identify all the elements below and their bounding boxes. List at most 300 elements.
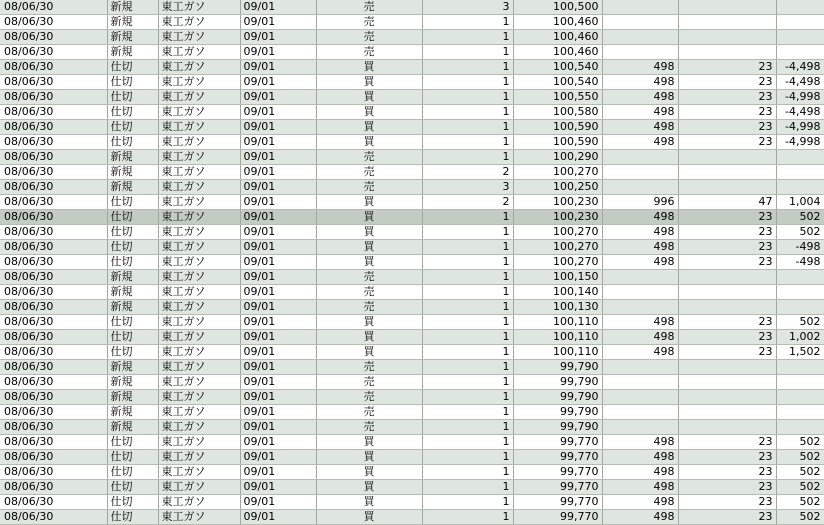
order-type-cell: 仕切	[107, 75, 158, 90]
order-type-cell: 仕切	[107, 255, 158, 270]
order-type-cell: 仕切	[107, 510, 158, 525]
profit-loss-cell	[776, 180, 824, 195]
table-row[interactable]	[0, 270, 824, 285]
tax-cell: 23	[678, 240, 776, 255]
price-cell: 100,460	[513, 45, 602, 60]
product-cell: 東工ガソ	[158, 360, 240, 375]
product-cell: 東工ガソ	[158, 105, 240, 120]
tax-cell: 23	[678, 435, 776, 450]
tax-cell	[678, 360, 776, 375]
profit-loss-cell	[776, 285, 824, 300]
profit-loss-cell: -4,998	[776, 120, 824, 135]
quantity-cell: 1	[422, 375, 513, 390]
trade-date-cell: 08/06/30	[0, 375, 107, 390]
quantity-cell: 1	[422, 285, 513, 300]
quantity-cell: 1	[422, 300, 513, 315]
side-cell: 買	[316, 255, 422, 270]
table-row[interactable]	[0, 405, 824, 420]
trade-date-cell: 08/06/30	[0, 405, 107, 420]
price-cell: 100,540	[513, 75, 602, 90]
order-type-cell: 新規	[107, 270, 158, 285]
price-cell: 100,230	[513, 210, 602, 225]
order-type-cell: 仕切	[107, 435, 158, 450]
profit-loss-cell: 1,004	[776, 195, 824, 210]
product-cell: 東工ガソ	[158, 180, 240, 195]
quantity-cell: 1	[422, 30, 513, 45]
tax-cell	[678, 270, 776, 285]
product-cell: 東工ガソ	[158, 420, 240, 435]
product-cell: 東工ガソ	[158, 390, 240, 405]
quantity-cell: 1	[422, 135, 513, 150]
profit-loss-cell: 1,002	[776, 330, 824, 345]
order-type-cell: 新規	[107, 45, 158, 60]
product-cell: 東工ガソ	[158, 0, 240, 15]
fee-cell	[602, 285, 678, 300]
order-type-cell: 仕切	[107, 120, 158, 135]
table-row[interactable]	[0, 360, 824, 375]
price-cell: 100,110	[513, 345, 602, 360]
table-row[interactable]	[0, 510, 824, 525]
table-row[interactable]	[0, 255, 824, 270]
table-row[interactable]	[0, 150, 824, 165]
price-cell: 100,250	[513, 180, 602, 195]
quantity-cell: 1	[422, 315, 513, 330]
quantity-cell: 1	[422, 120, 513, 135]
profit-loss-cell	[776, 0, 824, 15]
contract-month-cell: 09/01	[240, 420, 316, 435]
tax-cell: 23	[678, 510, 776, 525]
product-cell: 東工ガソ	[158, 330, 240, 345]
profit-loss-cell: -4,498	[776, 105, 824, 120]
profit-loss-cell	[776, 420, 824, 435]
side-cell: 買	[316, 510, 422, 525]
profit-loss-cell	[776, 300, 824, 315]
table-row[interactable]	[0, 60, 824, 75]
order-type-cell: 仕切	[107, 135, 158, 150]
price-cell: 100,270	[513, 255, 602, 270]
tax-cell	[678, 180, 776, 195]
fee-cell	[602, 405, 678, 420]
price-cell: 100,550	[513, 90, 602, 105]
fee-cell: 996	[602, 195, 678, 210]
table-row[interactable]	[0, 420, 824, 435]
profit-loss-cell	[776, 15, 824, 30]
product-cell: 東工ガソ	[158, 465, 240, 480]
quantity-cell: 1	[422, 420, 513, 435]
table-row[interactable]	[0, 330, 824, 345]
trade-date-cell: 08/06/30	[0, 135, 107, 150]
side-cell: 売	[316, 300, 422, 315]
tax-cell	[678, 165, 776, 180]
profit-loss-cell: -498	[776, 255, 824, 270]
product-cell: 東工ガソ	[158, 210, 240, 225]
tax-cell	[678, 30, 776, 45]
side-cell: 売	[316, 420, 422, 435]
order-type-cell: 新規	[107, 180, 158, 195]
price-cell: 100,500	[513, 0, 602, 15]
side-cell: 買	[316, 240, 422, 255]
product-cell: 東工ガソ	[158, 225, 240, 240]
side-cell: 売	[316, 375, 422, 390]
profit-loss-cell: 502	[776, 510, 824, 525]
contract-month-cell: 09/01	[240, 435, 316, 450]
table-row[interactable]	[0, 390, 824, 405]
side-cell: 買	[316, 435, 422, 450]
trade-date-cell: 08/06/30	[0, 15, 107, 30]
contract-month-cell: 09/01	[240, 90, 316, 105]
tax-cell	[678, 390, 776, 405]
order-type-cell: 新規	[107, 300, 158, 315]
contract-month-cell: 09/01	[240, 285, 316, 300]
table-row[interactable]	[0, 195, 824, 210]
contract-month-cell: 09/01	[240, 150, 316, 165]
quantity-cell: 3	[422, 0, 513, 15]
price-cell: 99,790	[513, 360, 602, 375]
order-type-cell: 仕切	[107, 465, 158, 480]
table-row[interactable]	[0, 45, 824, 60]
trade-date-cell: 08/06/30	[0, 165, 107, 180]
product-cell: 東工ガソ	[158, 450, 240, 465]
order-type-cell: 仕切	[107, 330, 158, 345]
profit-loss-cell	[776, 375, 824, 390]
fee-cell	[602, 300, 678, 315]
side-cell: 売	[316, 15, 422, 30]
product-cell: 東工ガソ	[158, 405, 240, 420]
product-cell: 東工ガソ	[158, 285, 240, 300]
trade-date-cell: 08/06/30	[0, 465, 107, 480]
side-cell: 買	[316, 450, 422, 465]
trade-date-cell: 08/06/30	[0, 360, 107, 375]
table-row[interactable]	[0, 345, 824, 360]
quantity-cell: 1	[422, 480, 513, 495]
side-cell: 売	[316, 405, 422, 420]
tax-cell: 47	[678, 195, 776, 210]
side-cell: 売	[316, 360, 422, 375]
tax-cell: 23	[678, 330, 776, 345]
trade-date-cell: 08/06/30	[0, 270, 107, 285]
side-cell: 買	[316, 315, 422, 330]
side-cell: 売	[316, 165, 422, 180]
side-cell: 売	[316, 0, 422, 15]
product-cell: 東工ガソ	[158, 30, 240, 45]
order-type-cell: 仕切	[107, 90, 158, 105]
quantity-cell: 1	[422, 450, 513, 465]
price-cell: 100,290	[513, 150, 602, 165]
tax-cell	[678, 0, 776, 15]
side-cell: 買	[316, 135, 422, 150]
product-cell: 東工ガソ	[158, 195, 240, 210]
table-row[interactable]	[0, 240, 824, 255]
tax-cell	[678, 15, 776, 30]
quantity-cell: 1	[422, 510, 513, 525]
profit-loss-cell	[776, 150, 824, 165]
tax-cell: 23	[678, 120, 776, 135]
fee-cell: 498	[602, 210, 678, 225]
product-cell: 東工ガソ	[158, 345, 240, 360]
quantity-cell: 1	[422, 225, 513, 240]
table-row[interactable]	[0, 30, 824, 45]
price-cell: 100,580	[513, 105, 602, 120]
contract-month-cell: 09/01	[240, 345, 316, 360]
trade-date-cell: 08/06/30	[0, 210, 107, 225]
product-cell: 東工ガソ	[158, 60, 240, 75]
quantity-cell: 1	[422, 75, 513, 90]
trade-date-cell: 08/06/30	[0, 225, 107, 240]
fee-cell	[602, 45, 678, 60]
contract-month-cell: 09/01	[240, 45, 316, 60]
side-cell: 買	[316, 195, 422, 210]
contract-month-cell: 09/01	[240, 120, 316, 135]
fee-cell: 498	[602, 120, 678, 135]
profit-loss-cell: 502	[776, 480, 824, 495]
contract-month-cell: 09/01	[240, 75, 316, 90]
table-row[interactable]	[0, 15, 824, 30]
fee-cell: 498	[602, 75, 678, 90]
order-type-cell: 新規	[107, 30, 158, 45]
price-cell: 99,790	[513, 420, 602, 435]
trade-date-cell: 08/06/30	[0, 150, 107, 165]
table-row[interactable]	[0, 75, 824, 90]
tax-cell: 23	[678, 225, 776, 240]
table-row[interactable]	[0, 495, 824, 510]
fee-cell: 498	[602, 90, 678, 105]
price-cell: 99,790	[513, 405, 602, 420]
trade-date-cell: 08/06/30	[0, 255, 107, 270]
contract-month-cell: 09/01	[240, 450, 316, 465]
table-row[interactable]	[0, 120, 824, 135]
price-cell: 99,770	[513, 480, 602, 495]
profit-loss-cell: 502	[776, 225, 824, 240]
trade-date-cell: 08/06/30	[0, 510, 107, 525]
quantity-cell: 1	[422, 465, 513, 480]
table-row[interactable]	[0, 450, 824, 465]
product-cell: 東工ガソ	[158, 495, 240, 510]
price-cell: 99,770	[513, 510, 602, 525]
quantity-cell: 1	[422, 15, 513, 30]
product-cell: 東工ガソ	[158, 90, 240, 105]
price-cell: 100,150	[513, 270, 602, 285]
product-cell: 東工ガソ	[158, 75, 240, 90]
profit-loss-cell	[776, 45, 824, 60]
fee-cell: 498	[602, 465, 678, 480]
profit-loss-cell: 502	[776, 210, 824, 225]
order-type-cell: 仕切	[107, 315, 158, 330]
order-type-cell: 仕切	[107, 105, 158, 120]
trade-date-cell: 08/06/30	[0, 180, 107, 195]
order-type-cell: 仕切	[107, 60, 158, 75]
price-cell: 100,460	[513, 30, 602, 45]
quantity-cell: 1	[422, 495, 513, 510]
order-type-cell: 新規	[107, 390, 158, 405]
side-cell: 買	[316, 225, 422, 240]
product-cell: 東工ガソ	[158, 240, 240, 255]
fee-cell: 498	[602, 240, 678, 255]
contract-month-cell: 09/01	[240, 195, 316, 210]
table-row[interactable]	[0, 0, 824, 15]
tax-cell: 23	[678, 345, 776, 360]
contract-month-cell: 09/01	[240, 15, 316, 30]
order-type-cell: 仕切	[107, 495, 158, 510]
table-row[interactable]	[0, 210, 824, 225]
order-type-cell: 仕切	[107, 345, 158, 360]
tax-cell: 23	[678, 75, 776, 90]
table-row[interactable]	[0, 480, 824, 495]
profit-loss-cell: -4,498	[776, 75, 824, 90]
profit-loss-cell: -4,498	[776, 60, 824, 75]
fee-cell	[602, 180, 678, 195]
profit-loss-cell: -498	[776, 240, 824, 255]
order-type-cell: 新規	[107, 420, 158, 435]
trade-date-cell: 08/06/30	[0, 45, 107, 60]
contract-month-cell: 09/01	[240, 165, 316, 180]
tax-cell: 23	[678, 315, 776, 330]
price-cell: 99,770	[513, 495, 602, 510]
trade-date-cell: 08/06/30	[0, 345, 107, 360]
order-type-cell: 仕切	[107, 225, 158, 240]
quantity-cell: 1	[422, 45, 513, 60]
side-cell: 買	[316, 120, 422, 135]
product-cell: 東工ガソ	[158, 480, 240, 495]
tax-cell	[678, 420, 776, 435]
quantity-cell: 1	[422, 405, 513, 420]
price-cell: 99,790	[513, 390, 602, 405]
product-cell: 東工ガソ	[158, 15, 240, 30]
price-cell: 99,790	[513, 375, 602, 390]
trade-date-cell: 08/06/30	[0, 120, 107, 135]
order-type-cell: 新規	[107, 165, 158, 180]
side-cell: 買	[316, 480, 422, 495]
order-type-cell: 新規	[107, 360, 158, 375]
product-cell: 東工ガソ	[158, 135, 240, 150]
trade-date-cell: 08/06/30	[0, 0, 107, 15]
profit-loss-cell: -4,998	[776, 135, 824, 150]
fee-cell	[602, 30, 678, 45]
contract-month-cell: 09/01	[240, 270, 316, 285]
side-cell: 買	[316, 495, 422, 510]
contract-month-cell: 09/01	[240, 375, 316, 390]
quantity-cell: 1	[422, 60, 513, 75]
side-cell: 売	[316, 30, 422, 45]
profit-loss-cell: 502	[776, 495, 824, 510]
contract-month-cell: 09/01	[240, 255, 316, 270]
product-cell: 東工ガソ	[158, 45, 240, 60]
product-cell: 東工ガソ	[158, 375, 240, 390]
side-cell: 売	[316, 45, 422, 60]
table-row[interactable]	[0, 165, 824, 180]
product-cell: 東工ガソ	[158, 435, 240, 450]
table-row[interactable]	[0, 375, 824, 390]
order-type-cell: 仕切	[107, 195, 158, 210]
side-cell: 買	[316, 465, 422, 480]
fee-cell: 498	[602, 510, 678, 525]
tax-cell: 23	[678, 105, 776, 120]
price-cell: 99,770	[513, 435, 602, 450]
table-row[interactable]	[0, 285, 824, 300]
price-cell: 100,230	[513, 195, 602, 210]
table-row[interactable]	[0, 300, 824, 315]
quantity-cell: 2	[422, 165, 513, 180]
fee-cell: 498	[602, 345, 678, 360]
fee-cell	[602, 270, 678, 285]
tax-cell	[678, 45, 776, 60]
quantity-cell: 1	[422, 330, 513, 345]
profit-loss-cell	[776, 405, 824, 420]
quantity-cell: 1	[422, 150, 513, 165]
side-cell: 売	[316, 270, 422, 285]
fee-cell: 498	[602, 495, 678, 510]
tax-cell	[678, 150, 776, 165]
side-cell: 買	[316, 345, 422, 360]
fee-cell: 498	[602, 135, 678, 150]
order-type-cell: 仕切	[107, 210, 158, 225]
tax-cell	[678, 375, 776, 390]
table-row[interactable]	[0, 225, 824, 240]
tax-cell: 23	[678, 90, 776, 105]
contract-month-cell: 09/01	[240, 105, 316, 120]
tax-cell	[678, 285, 776, 300]
table-row[interactable]	[0, 465, 824, 480]
trade-date-cell: 08/06/30	[0, 315, 107, 330]
price-cell: 99,770	[513, 465, 602, 480]
table-row[interactable]	[0, 180, 824, 195]
table-row[interactable]	[0, 90, 824, 105]
order-type-cell: 新規	[107, 405, 158, 420]
product-cell: 東工ガソ	[158, 510, 240, 525]
side-cell: 買	[316, 330, 422, 345]
trade-date-cell: 08/06/30	[0, 240, 107, 255]
table-row[interactable]	[0, 105, 824, 120]
tax-cell	[678, 300, 776, 315]
side-cell: 売	[316, 390, 422, 405]
table-row[interactable]	[0, 135, 824, 150]
contract-month-cell: 09/01	[240, 30, 316, 45]
contract-month-cell: 09/01	[240, 510, 316, 525]
trade-date-cell: 08/06/30	[0, 420, 107, 435]
fee-cell: 498	[602, 60, 678, 75]
trade-date-cell: 08/06/30	[0, 60, 107, 75]
trade-date-cell: 08/06/30	[0, 495, 107, 510]
trade-date-cell: 08/06/30	[0, 480, 107, 495]
fee-cell: 498	[602, 255, 678, 270]
price-cell: 100,110	[513, 315, 602, 330]
contract-month-cell: 09/01	[240, 360, 316, 375]
side-cell: 買	[316, 90, 422, 105]
price-cell: 99,770	[513, 450, 602, 465]
contract-month-cell: 09/01	[240, 60, 316, 75]
profit-loss-cell: 502	[776, 315, 824, 330]
fee-cell	[602, 0, 678, 15]
trade-date-cell: 08/06/30	[0, 285, 107, 300]
profit-loss-cell: -4,998	[776, 90, 824, 105]
tax-cell: 23	[678, 495, 776, 510]
trade-date-cell: 08/06/30	[0, 330, 107, 345]
order-type-cell: 新規	[107, 0, 158, 15]
tax-cell: 23	[678, 480, 776, 495]
product-cell: 東工ガソ	[158, 300, 240, 315]
trade-date-cell: 08/06/30	[0, 75, 107, 90]
fee-cell	[602, 165, 678, 180]
quantity-cell: 2	[422, 195, 513, 210]
table-row[interactable]	[0, 315, 824, 330]
product-cell: 東工ガソ	[158, 165, 240, 180]
contract-month-cell: 09/01	[240, 315, 316, 330]
price-cell: 100,110	[513, 330, 602, 345]
trade-date-cell: 08/06/30	[0, 390, 107, 405]
price-cell: 100,140	[513, 285, 602, 300]
quantity-cell: 1	[422, 390, 513, 405]
quantity-cell: 1	[422, 255, 513, 270]
table-row[interactable]	[0, 435, 824, 450]
